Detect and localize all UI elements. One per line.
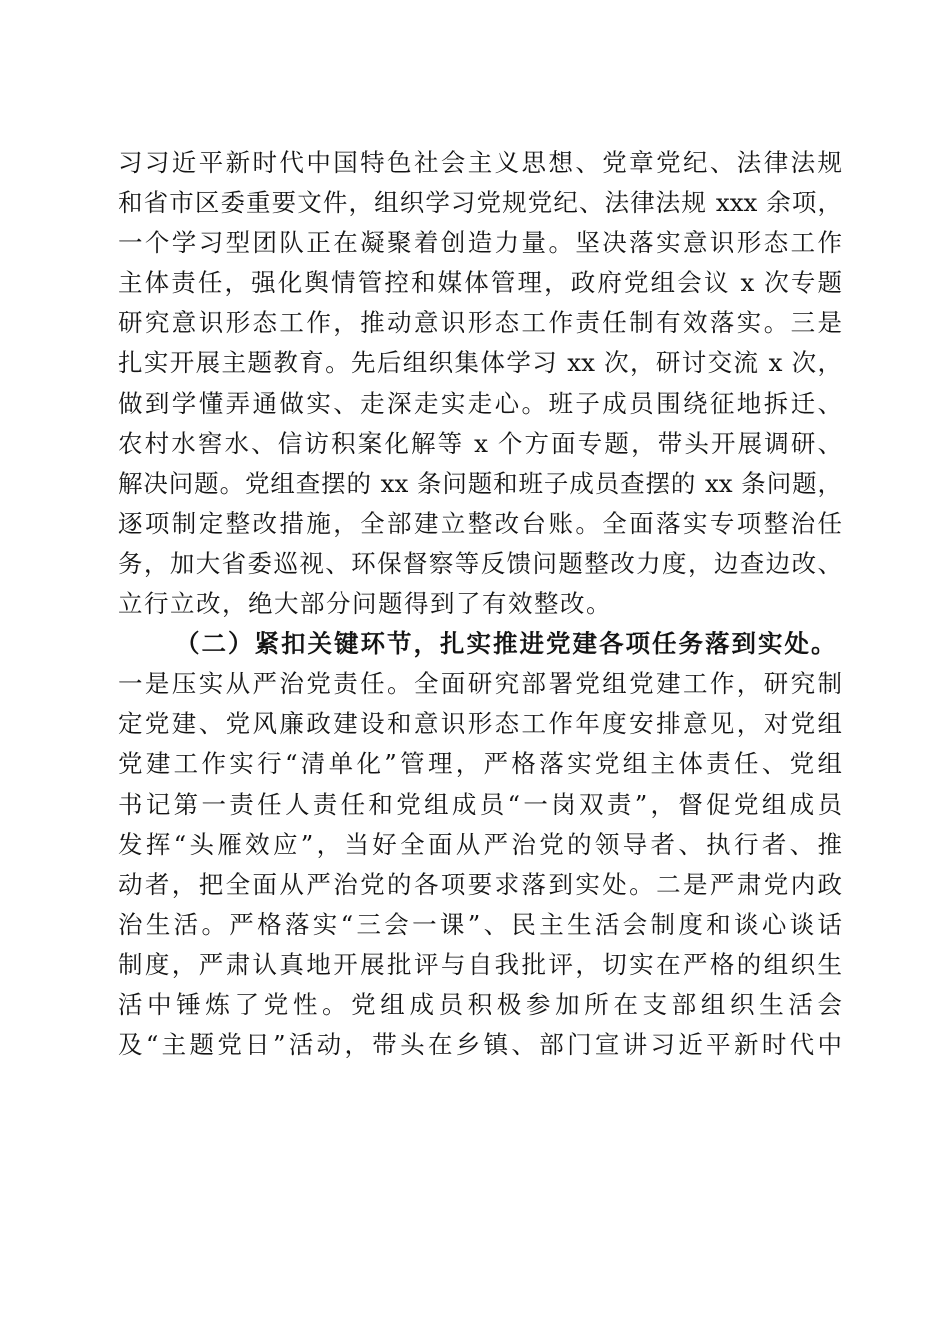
text-line: 立行立改，绝大部分问题得到了有效整改。 [118, 589, 612, 619]
text-line: 动者，把全面从严治党的各项要求落到实处。二是严肃党内政 [118, 869, 842, 899]
text-line: 主体责任，强化舆情管控和媒体管理，政府党组会议 x 次专题 [118, 268, 842, 298]
text-line: 书记第一责任人责任和党组成员“一岗双责”，督促党组成员 [118, 789, 842, 819]
text-line: 研究意识形态工作，推动意识形态工作责任制有效落实。三是 [118, 308, 842, 338]
text-line: 治生活。严格落实“三会一课”、民主生活会制度和谈心谈话 [118, 909, 842, 939]
text-line: 做到学懂弄通做实、走深走实走心。班子成员围绕征地拆迁、 [118, 388, 842, 418]
document-body [118, 143, 842, 1065]
text-line: 习习近平新时代中国特色社会主义思想、党章党纪、法律法规 [118, 148, 842, 177]
text-line: 一是压实从严治党责任。全面研究部署党组党建工作，研究制 [118, 669, 842, 699]
text-line: 发挥“头雁效应”，当好全面从严治党的领导者、执行者、推 [118, 829, 842, 859]
text-line: 制度，严肃认真地开展批评与自我批评，切实在严格的组织生 [118, 949, 842, 979]
text-line: 定党建、党风廉政建设和意识形态工作年度安排意见，对党组 [118, 709, 842, 739]
text-line: 党建工作实行“清单化”管理，严格落实党组主体责任、党组 [118, 749, 842, 779]
section-heading: （二）紧扣关键环节，扎实推进党建各项任务落到实处。 [175, 629, 838, 659]
text-line: 及“主题党日”活动，带头在乡镇、部门宣讲习近平新时代中 [118, 1030, 842, 1060]
text-line: 活中锤炼了党性。党组成员积极参加所在支部组织生活会 [118, 989, 842, 1019]
text-line: 农村水窖水、信访积案化解等 x 个方面专题，带头开展调研、 [118, 428, 842, 458]
text-line: 解决问题。党组查摆的 xx 条问题和班子成员查摆的 xx 条问题， [118, 468, 842, 498]
text-line: 逐项制定整改措施，全部建立整改台账。全面落实专项整治任 [118, 508, 842, 538]
text-line: 务，加大省委巡视、环保督察等反馈问题整改力度，边查边改、 [118, 548, 842, 578]
text-line: 扎实开展主题教育。先后组织集体学习 xx 次，研讨交流 x 次， [118, 348, 842, 378]
text-line: 和省市区委重要文件，组织学习党规党纪、法律法规 xxx 余项， [118, 188, 842, 218]
text-line: 一个学习型团队正在凝聚着创造力量。坚决落实意识形态工作 [118, 228, 842, 258]
